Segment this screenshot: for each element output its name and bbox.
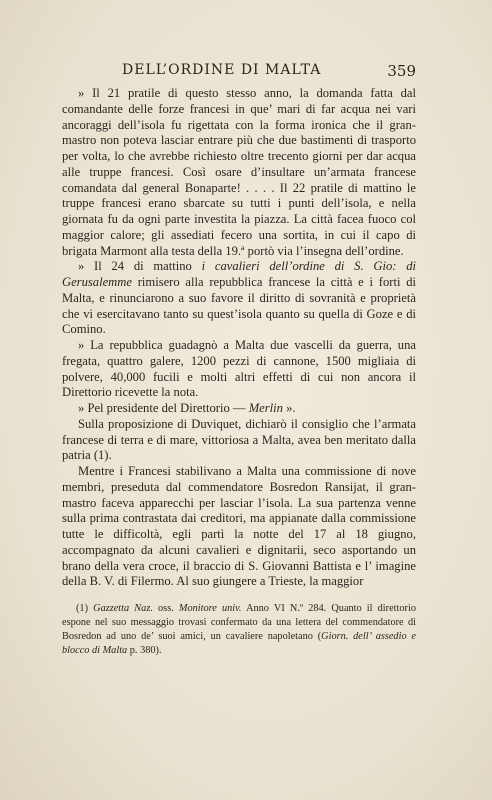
italic-text: i cavalieri dell’ordine di S. Gio: di Gerusalemme [62, 259, 416, 289]
main-text [62, 86, 416, 590]
footnotes [62, 602, 416, 658]
paragraph [62, 417, 416, 464]
paragraph [62, 401, 416, 417]
italic-text: Gazzetta Naz. [93, 603, 153, 614]
text-run: oss. [152, 603, 179, 614]
footnote [62, 602, 416, 658]
text-run: Anno VI N.º 284. Quanto il direttorio espone nel suo messaggio trovasi confermato da una lettera del commendatore di Bosredon ad uno de’ suoi amici, un cavaliere napoletano ( [62, 603, 416, 642]
page-header [62, 62, 416, 80]
text-run: ». [282, 401, 296, 415]
page-number: 359 [387, 62, 416, 80]
text-run: rimisero alla repubblica francese la città e i forti di Malta, e rinunciarono a suo favore il diritto di sovranità e proprietà che vi esercitavano tanto su quest’isola quanto su quella di Goze e di Comino. [62, 275, 416, 337]
text-run: » La repubblica guadagnò a Malta due vascelli da guerra, una fregata, quattro galere, 1200 pezzi di cannone, 1500 migliaia di polvere, 40,000 fucili e molti altri effetti di cui non ancora il Direttorio ricevette la nota. [62, 338, 416, 400]
text-run: » Il 21 pratile di questo stesso anno, la domanda fatta dal comandante delle forze francesi in que’ mari di far acqua nei vari ancoraggi dell’isola fu rigettata con la forma ironica che il gran-mastro non poteva lasciar entrare più che due bastimenti di trasporto per volta, lo che avrebbe richiesto oltre trecento giorni per dar acqua alle truppe francesi. Così osare d’insultare un’armata francese comandata dal general Bonaparte! . . . . Il 22 pratile di mattino le truppe francesi erano sbarcate su tutti i punti dell’isola, e nella giornata fu da ogni parte investita la piazza. La città facea fuoco col maggior calore; gli assediati fecero una sortita, in cui il capo di brigata Marmont alla testa della 19.ª portò via l’insegna dell’ordine. [62, 86, 416, 258]
text-run: » Il 24 di mattino [78, 259, 202, 274]
text-run: » Pel presidente del Direttorio — [78, 401, 249, 415]
text-run: p. 380). [127, 645, 162, 656]
running-head: DELL’ORDINE DI MALTA [122, 62, 322, 78]
italic-text: Monitore univ. [178, 603, 242, 614]
italic-text: Merlin [248, 401, 283, 415]
paragraph [62, 338, 416, 401]
paragraph [62, 464, 416, 590]
text-run: (1) [76, 603, 94, 614]
paragraph [62, 86, 416, 259]
italic-text: Giorn. dell’ assedio e blocco di Malta [62, 631, 416, 656]
text-run: Sulla proposizione di Duviquet, dichiarò il consiglio che l’armata francese di terra e di mare, vittoriosa a Malta, avea ben meritato dalla patria (1). [62, 416, 416, 463]
paragraph [62, 259, 416, 338]
text-run: Mentre i Francesi stabilivano a Malta una commissione di nove membri, preseduta dal commendatore Bosredon Ransijat, il gran-mastro faceva apparecchi per lasciar l’isola. La sua partenza venne sulla prima contrastata dai creditori, ma appianate dalla commissione tutte le difficoltà, egli partì la notte del 17 al 18 giugno, accompagnato da alcuni cavalieri e dignitarii, seco asportando un brano della vera croce, il braccio di S. Giovanni Battista e l’ imagine della B. V. di Filermo. Al suo giungere a Trieste, la maggior [62, 464, 416, 589]
